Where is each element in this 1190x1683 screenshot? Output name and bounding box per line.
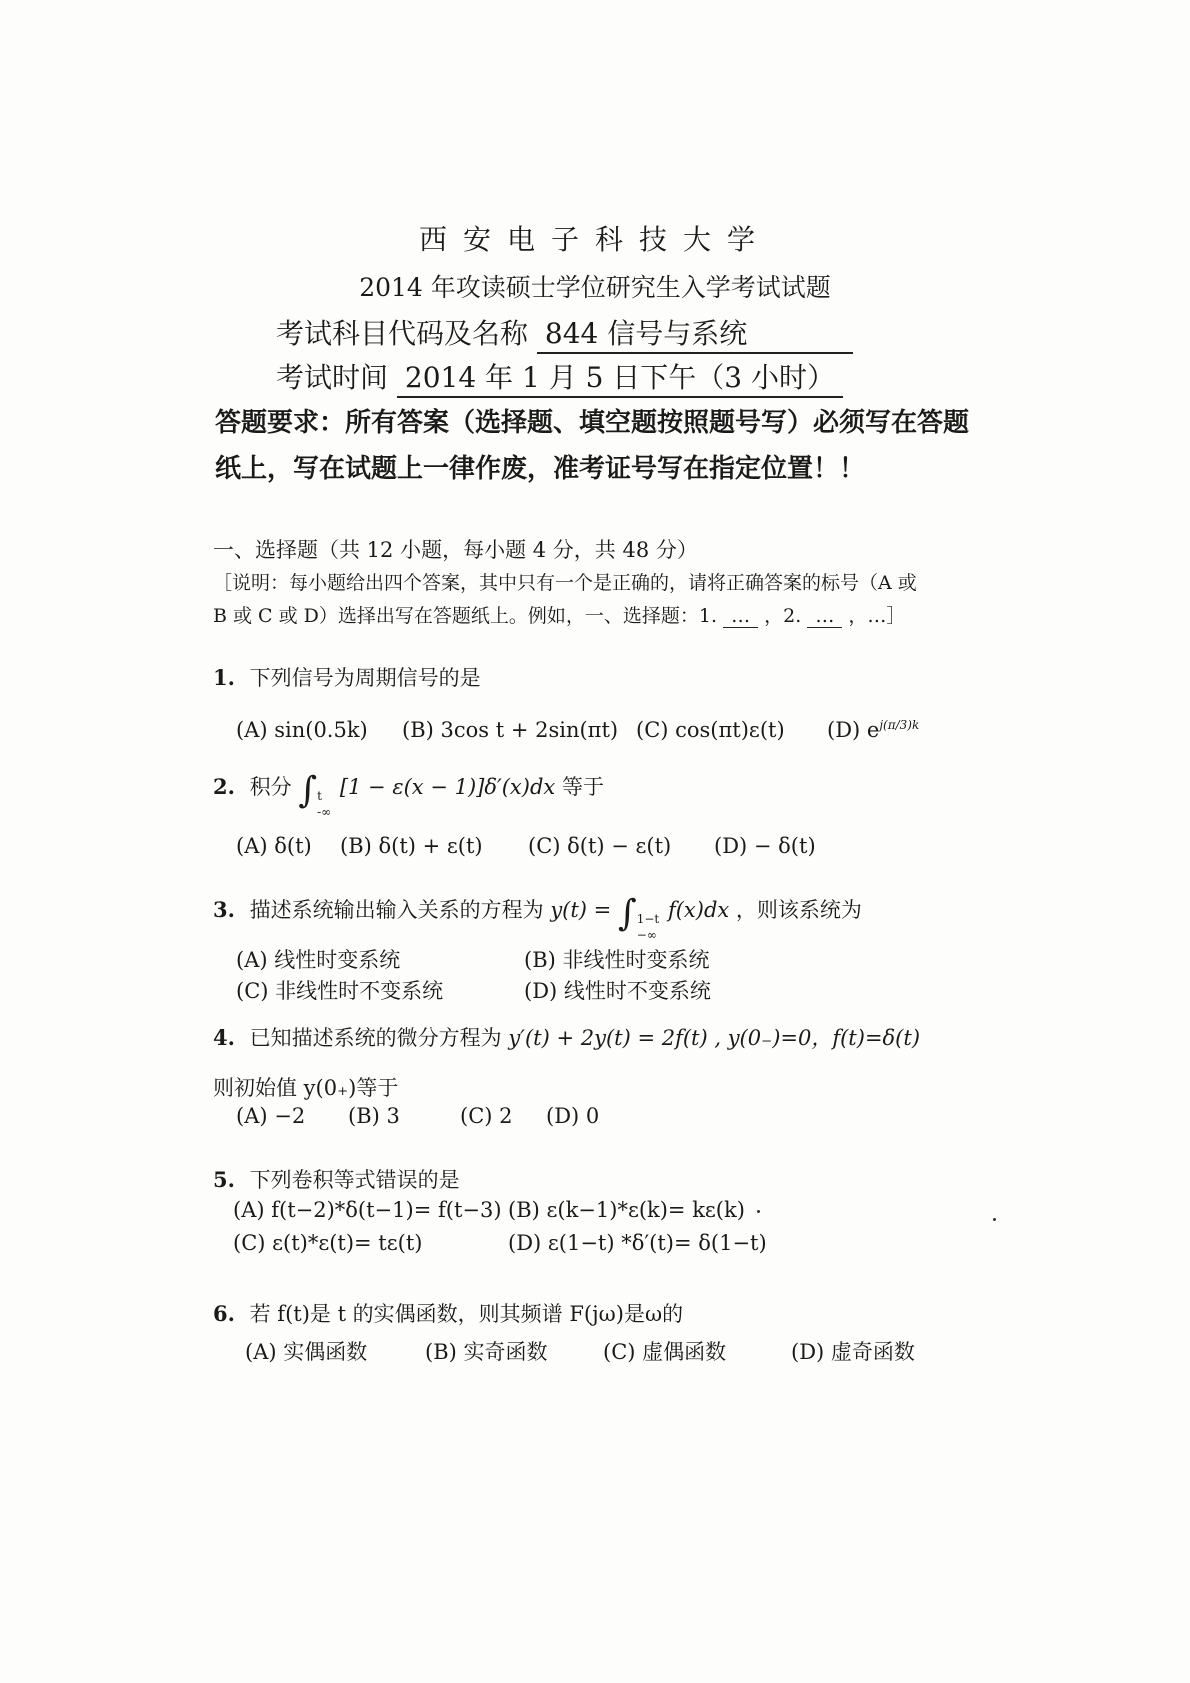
question-text: 下列卷积等式错误的是: [249, 1168, 460, 1192]
note-text-a: B 或 C 或 D）选择出写在答题纸上。例如，一、选择题：1.: [213, 605, 718, 627]
question-number: 4.: [213, 1025, 235, 1050]
question-text: 若 f(t)是 t 的实偶函数，则其频谱 F(jω)是ω的: [249, 1302, 684, 1326]
question-text-b: ，则该系统为: [735, 898, 862, 922]
q4-option-d: (D) 0: [546, 1104, 600, 1128]
q3-option-a: (A) 线性时变系统: [236, 948, 401, 972]
time-line: [276, 356, 843, 398]
subject-label: 考试科目代码及名称: [276, 317, 529, 350]
section-note-line-2: [213, 601, 905, 628]
question-5-stem: [213, 1164, 460, 1194]
integrand: f(x)dx: [667, 898, 730, 922]
note-blank-2: …: [807, 605, 842, 628]
question-number: 1.: [213, 665, 235, 690]
q3-option-d: (D) 线性时不变系统: [524, 979, 711, 1003]
integral-limits: [637, 911, 660, 943]
question-number: 6.: [213, 1301, 235, 1326]
q2-option-b: (B) δ(t) + ε(t): [340, 834, 483, 858]
question-number: 5.: [213, 1167, 235, 1192]
integral-lower: -∞: [317, 805, 332, 819]
exam-title: 2014 年攻读硕士学位研究生入学考试试题: [359, 273, 831, 302]
q4-option-a: (A) −2: [236, 1104, 306, 1128]
integral-sign: ∫: [617, 893, 637, 934]
note-text-c: ，…］: [848, 605, 906, 627]
question-text: 下列信号为周期信号的是: [249, 666, 481, 690]
question-2-stem: [213, 770, 604, 820]
question-3-stem: [213, 893, 862, 943]
integrand: [1 − ε(x − 1)]δ′(x)dx: [339, 775, 556, 799]
section-note-line-1: ［说明：每小题给出四个答案，其中只有一个是正确的，请将正确答案的标号（A 或: [213, 572, 917, 594]
requirement-line-1: 答题要求：所有答案（选择题、填空题按照题号写）必须写在答题: [215, 408, 970, 438]
subject-value: 844 信号与系统: [537, 312, 853, 354]
integral-limits: [317, 788, 331, 820]
scan-speck: [757, 1210, 760, 1213]
lhs: y(t) =: [550, 898, 612, 922]
school-name: 西安电子科技大学: [418, 223, 771, 256]
q1-option-a: (A) sin(0.5k): [236, 718, 368, 742]
question-4-stem: [213, 1022, 920, 1052]
question-text-a: 积分: [249, 775, 292, 799]
q6-option-b: (B) 实奇函数: [425, 1340, 548, 1364]
time-value: 2014 年 1 月 5 日下午（3 小时）: [397, 356, 843, 398]
integral-upper: t: [317, 789, 322, 803]
q2-option-d: (D) − δ(t): [714, 834, 816, 858]
q4-option-c: (C) 2: [460, 1104, 513, 1128]
q3-option-c: (C) 非线性时不变系统: [236, 979, 444, 1003]
q6-option-d: (D) 虚奇函数: [791, 1340, 915, 1364]
question-1-stem: [213, 662, 481, 692]
question-number: 3.: [213, 897, 235, 922]
q2-option-c: (C) δ(t) − ε(t): [528, 834, 672, 858]
question-text: 已知描述系统的微分方程为: [249, 1026, 502, 1050]
q4-option-b: (B) 3: [348, 1104, 400, 1128]
question-text-b: 等于: [561, 775, 604, 799]
subject-line: [276, 312, 853, 354]
question-4-stem-2: 则初始值 y(0₊)等于: [213, 1076, 399, 1100]
integral-upper: 1−t: [636, 912, 660, 926]
differential-equation: y′(t) + 2y(t) = 2f(t) , y(0₋)=0，f(t)=δ(t): [508, 1026, 921, 1050]
q1-option-d-exponent: j(π/3)k: [879, 718, 920, 732]
time-label: 考试时间: [276, 361, 389, 394]
q1-option-c: (C) cos(πt)ε(t): [636, 718, 785, 742]
q6-option-a: (A) 实偶函数: [245, 1340, 368, 1364]
q1-option-d: [827, 718, 919, 742]
q1-option-d-base: (D) e: [827, 718, 880, 742]
question-6-stem: [213, 1298, 683, 1328]
requirement-line-2: 纸上，写在试题上一律作废，准考证号写在指定位置！！: [215, 454, 866, 484]
question-text-a: 描述系统输出输入关系的方程为: [249, 898, 544, 922]
question-number: 2.: [213, 774, 235, 799]
note-text-b: ，2.: [764, 605, 802, 627]
q2-option-a: (A) δ(t): [236, 834, 312, 858]
scan-speck: [993, 1218, 996, 1221]
q5-option-b: (B) ε(k−1)*ε(k)= kε(k): [508, 1198, 745, 1222]
integral-sign: ∫: [298, 770, 318, 811]
q3-option-b: (B) 非线性时变系统: [524, 948, 710, 972]
q6-option-c: (C) 虚偶函数: [603, 1340, 727, 1364]
q5-option-d: (D) ε(1−t) *δ′(t)= δ(1−t): [508, 1231, 767, 1255]
section-heading: 一、选择题（共 12 小题，每小题 4 分，共 48 分）: [213, 538, 698, 562]
integral-lower: −∞: [636, 928, 657, 942]
q5-option-c: (C) ε(t)*ε(t)= tε(t): [233, 1231, 423, 1255]
note-blank-1: …: [723, 605, 758, 628]
q5-option-a: (A) f(t−2)*δ(t−1)= f(t−3): [233, 1198, 502, 1222]
q1-option-b: (B) 3cos t + 2sin(πt): [402, 718, 619, 742]
